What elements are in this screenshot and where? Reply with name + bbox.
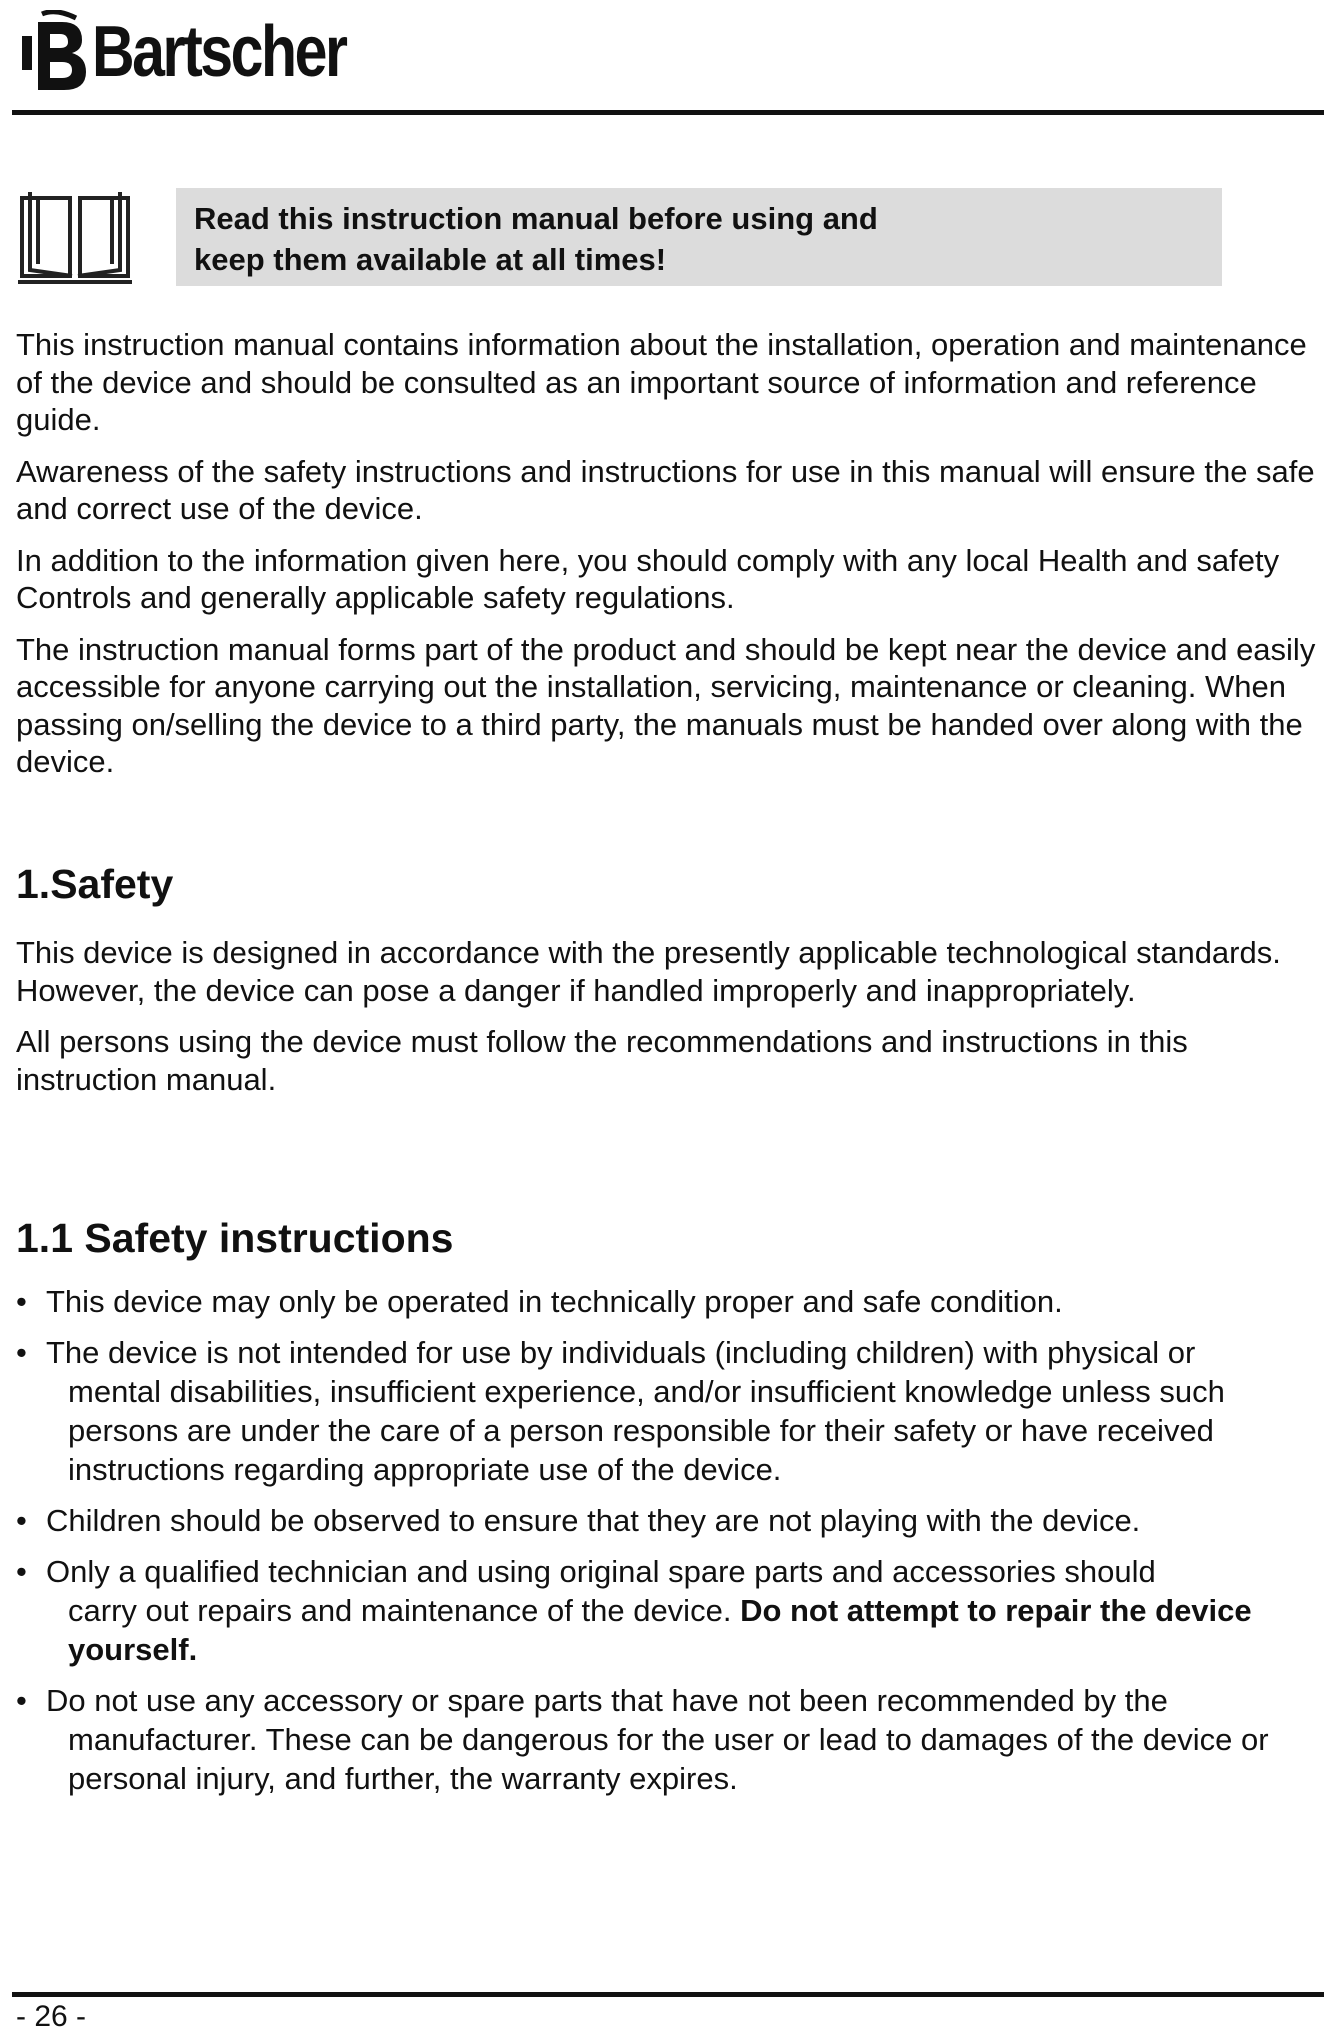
- brand-wordmark: Bartscher: [92, 12, 346, 92]
- intro-paragraph-4: The instruction manual forms part of the product and should be kept near the device and easily accessible for anyone carrying out the installation, servicing, maintenance or cleaning. When passing on/selling the device to a third party, the manuals must be handed over along with the device.: [16, 631, 1316, 779]
- list-item-text: This device may only be operated in technically proper and safe condition.: [46, 1284, 1063, 1319]
- list-item-first-line: The device is not intended for use by individuals (including children) with physical or: [46, 1335, 1196, 1370]
- list-item-continuation: mental disabilities, insufficient experience, and/or insufficient knowledge unless such persons are under the care of a person responsible for their safety or have received instructions regarding appropriate use of the device.: [68, 1374, 1225, 1487]
- bullet-marker: •: [16, 1683, 27, 1718]
- list-item-text: [46, 1552, 1326, 1669]
- page-number: - 26 -: [16, 2000, 87, 2033]
- header-rule: [12, 110, 1324, 115]
- intro-paragraph-2: Awareness of the safety instructions and instructions for use in this manual will ensure the safe and correct use of the device.: [16, 453, 1315, 526]
- bullet-marker: •: [16, 1554, 27, 1589]
- list-item-text: [46, 1681, 1326, 1798]
- read-manual-notice: [176, 188, 1222, 286]
- bullet-marker: •: [16, 1503, 27, 1538]
- bullet-marker: •: [16, 1335, 27, 1370]
- repair-warning: Do not attempt to repair the device yourself.: [68, 1593, 1252, 1667]
- list-item-continuation: [46, 1591, 1326, 1669]
- list-item: [16, 1282, 1326, 1321]
- list-item-text: [46, 1333, 1326, 1489]
- list-item: [16, 1681, 1326, 1798]
- list-item-first-line: Do not use any accessory or spare parts that have not been recommended by the: [46, 1683, 1168, 1718]
- list-item: [16, 1552, 1326, 1669]
- safety-instructions-heading: 1.1 Safety instructions: [16, 1215, 454, 1261]
- list-item-continuation: manufacturer. These can be dangerous for the user or lead to damages of the device or personal injury, and further, the warranty expires.: [68, 1722, 1269, 1796]
- safety-instructions-list: [16, 1282, 1326, 1810]
- list-item-continuation-text: carry out repairs and maintenance of the device.: [68, 1593, 732, 1628]
- notice-line-1: Read this instruction manual before using and: [194, 201, 878, 236]
- bullet-marker: •: [16, 1284, 27, 1319]
- intro-paragraph-3: In addition to the information given here, you should comply with any local Health and safety Controls and generally applicable safety regulations.: [16, 542, 1280, 615]
- bartscher-logo-mark-icon: [20, 10, 90, 94]
- list-item: [16, 1501, 1326, 1540]
- list-item-text: Children should be observed to ensure that they are not playing with the device.: [46, 1503, 1141, 1538]
- page-header: [0, 0, 1332, 120]
- notice-line-2: keep them available at all times!: [194, 242, 667, 277]
- safety-paragraph-2: All persons using the device must follow the recommendations and instructions in this instruction manual.: [16, 1024, 1188, 1097]
- safety-section: [16, 934, 1306, 1112]
- intro-section: [16, 326, 1316, 795]
- footer-rule: [12, 1992, 1324, 1997]
- list-item: [16, 1333, 1326, 1489]
- safety-heading: 1.Safety: [16, 861, 174, 907]
- list-item-first-line: Only a qualified technician and using original spare parts and accessories should: [46, 1554, 1156, 1589]
- intro-paragraph-1: This instruction manual contains information about the installation, operation and maintenance of the device and should be consulted as an important source of information and reference guide.: [16, 327, 1307, 437]
- bartscher-logo: [20, 6, 401, 98]
- open-book-icon: [16, 190, 134, 286]
- safety-paragraph-1: This device is designed in accordance with the presently applicable technological standards. However, the device can pose a danger if handled improperly and inappropriately.: [16, 935, 1281, 1008]
